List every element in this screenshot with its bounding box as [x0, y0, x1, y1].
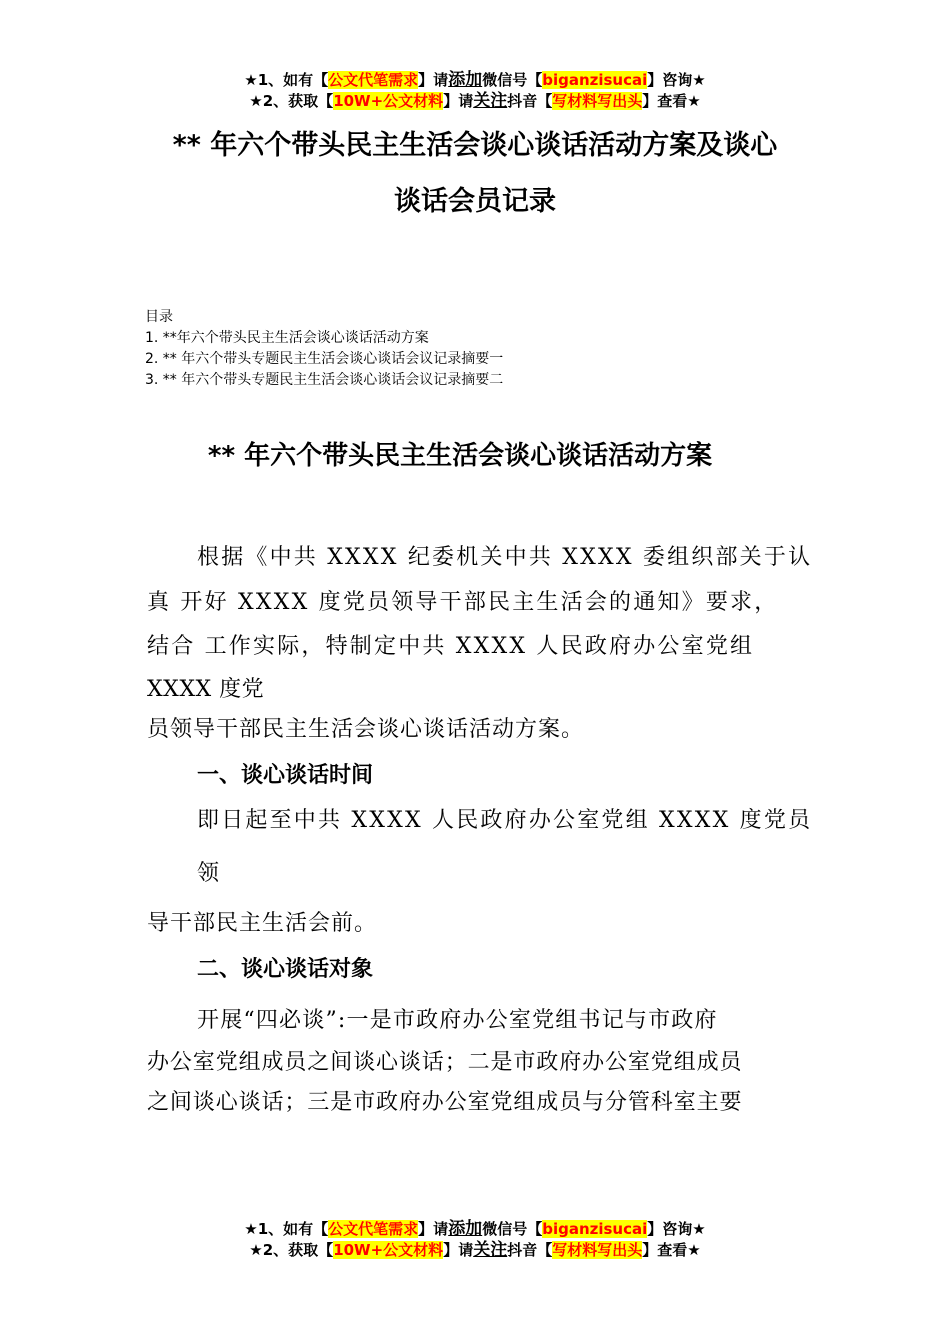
banner-wechat-id: biganzisucai	[542, 1220, 648, 1238]
banner-line-1	[0, 70, 950, 91]
banner-emphasis: 添加	[448, 70, 483, 90]
banner-highlight: 10W+公文材料	[333, 92, 444, 110]
banner-line-2	[0, 1240, 950, 1261]
paragraph-line: 领	[197, 861, 222, 886]
banner-text: 】请	[418, 71, 449, 89]
banner-text: 】请	[418, 1220, 449, 1238]
banner-wechat-id: biganzisucai	[542, 71, 648, 89]
banner-text: 】咨询★	[647, 1220, 706, 1238]
paragraph-line: 真 开好 XXXX 度党员领导干部民主生活会的通知》要求，	[147, 590, 779, 615]
paragraph-line: 根据《中共 XXXX 纪委机关中共 XXXX 委组织部关于认	[197, 545, 813, 570]
banner-highlight: 公文代笔需求	[328, 71, 419, 89]
banner-text: ★1、如有【	[244, 1220, 329, 1238]
paragraph-line: 员领导干部民主生活会谈心谈话活动方案。	[147, 717, 585, 742]
paragraph-line: 结合 工作实际，特制定中共 XXXX 人民政府办公室党组	[147, 634, 755, 659]
document-title	[0, 118, 950, 230]
banner-emphasis: 关注	[473, 1240, 508, 1260]
section-title: ** 年六个带头民主生活会谈心谈话活动方案	[207, 441, 713, 471]
banner-highlight: 10W+公文材料	[333, 1241, 444, 1259]
paragraph-line: 导干部民主生活会前。	[147, 911, 378, 936]
document-title-line-1: ** 年六个带头民主生活会谈心谈话活动方案及谈心	[172, 130, 778, 161]
banner-highlight: 公文代笔需求	[328, 1220, 419, 1238]
banner-text: 】请	[443, 92, 474, 110]
banner-text: 】查看★	[642, 92, 701, 110]
banner-text: 微信号【	[482, 71, 543, 89]
banner-douyin-id: 写材料写出头	[552, 92, 643, 110]
document-title-line-2: 谈话会员记录	[394, 186, 556, 217]
section-heading: 一、谈心谈话时间	[197, 763, 374, 788]
banner-line-2	[0, 91, 950, 112]
banner-emphasis: 添加	[448, 1219, 483, 1239]
banner-douyin-id: 写材料写出头	[552, 1241, 643, 1259]
paragraph-line: 之间谈心谈话；三是市政府办公室党组成员与分管科室主要	[147, 1090, 743, 1115]
banner-text: 】查看★	[642, 1241, 701, 1259]
table-of-contents	[145, 307, 503, 391]
toc-item[interactable]: 2. ** 年六个带头专题民主生活会谈心谈话会议记录摘要一	[145, 351, 504, 367]
banner-text: ★2、获取【	[249, 92, 334, 110]
banner-line-1	[0, 1219, 950, 1240]
banner-text: 抖音【	[507, 92, 553, 110]
top-banner	[0, 70, 950, 112]
banner-text: 微信号【	[482, 1220, 543, 1238]
paragraph-line: 办公室党组成员之间谈心谈话；二是市政府办公室党组成员	[147, 1050, 743, 1075]
toc-item[interactable]: 1. **年六个带头民主生活会谈心谈话活动方案	[145, 330, 429, 346]
banner-emphasis: 关注	[473, 91, 508, 111]
section-heading: 二、谈心谈话对象	[197, 957, 374, 982]
banner-text: 】请	[443, 1241, 474, 1259]
paragraph-line: XXXX 度党	[147, 677, 265, 702]
toc-label: 目录	[145, 309, 173, 325]
banner-text: 】咨询★	[647, 71, 706, 89]
paragraph-line: 即日起至中共 XXXX 人民政府办公室党组 XXXX 度党员	[197, 808, 813, 833]
bottom-banner	[0, 1219, 950, 1261]
banner-text: ★2、获取【	[249, 1241, 334, 1259]
toc-item[interactable]: 3. ** 年六个带头专题民主生活会谈心谈话会议记录摘要二	[145, 372, 504, 388]
banner-text: ★1、如有【	[244, 71, 329, 89]
banner-text: 抖音【	[507, 1241, 553, 1259]
paragraph-line: 开展“四必谈”:一是市政府办公室党组书记与市政府	[197, 1008, 718, 1033]
